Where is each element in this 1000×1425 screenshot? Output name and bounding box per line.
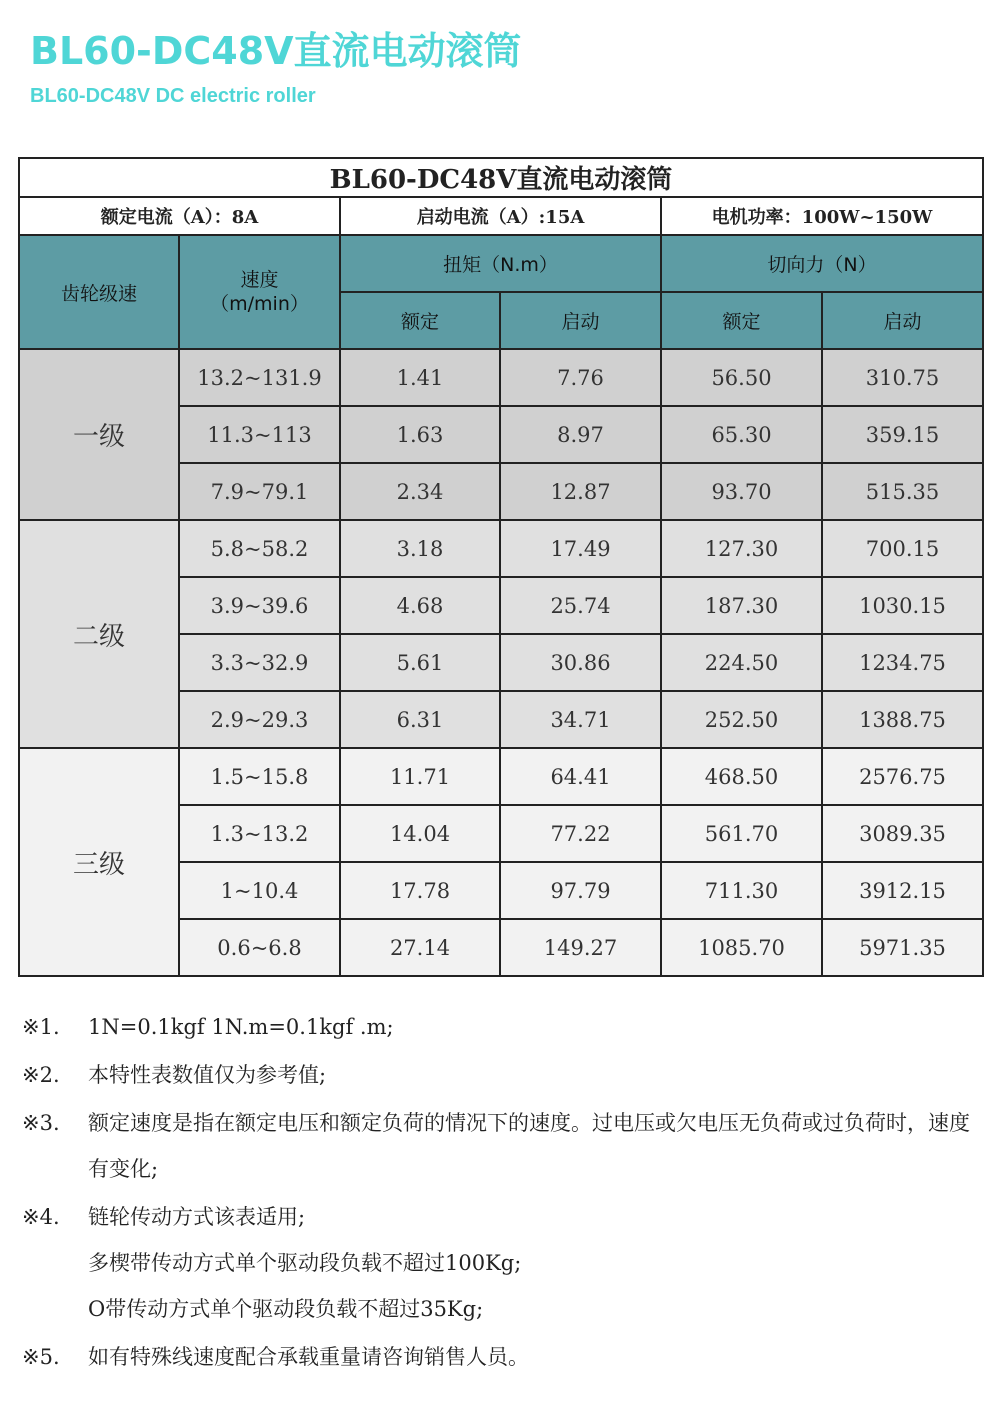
note-marker: ※1. <box>22 1015 60 1039</box>
torque-start-cell: 25.74 <box>500 577 661 634</box>
note-marker: ※4. <box>22 1205 60 1229</box>
header-force-rated: 额定 <box>661 292 822 349</box>
torque-start-cell: 7.76 <box>500 349 661 406</box>
note-text: 多楔带传动方式单个驱动段负载不超过100Kg; <box>88 1251 522 1275</box>
force-rated-cell: 224.50 <box>661 634 822 691</box>
start-current: 启动电流（A）:15A <box>340 197 661 235</box>
table-row <box>19 349 983 406</box>
torque-start-cell: 8.97 <box>500 406 661 463</box>
torque-rated-cell: 3.18 <box>340 520 500 577</box>
header-torque-rated: 额定 <box>340 292 500 349</box>
torque-rated-cell: 27.14 <box>340 919 500 976</box>
note-text: 如有特殊线速度配合承载重量请咨询销售人员。 <box>88 1345 529 1369</box>
torque-start-cell: 30.86 <box>500 634 661 691</box>
gear-level-cell: 一级 <box>19 349 179 520</box>
torque-start-cell: 17.49 <box>500 520 661 577</box>
header-torque: 扭矩（N.m） <box>340 235 661 292</box>
header-gear: 齿轮级速 <box>19 235 179 349</box>
force-start-cell: 5971.35 <box>822 919 983 976</box>
note-marker: ※3. <box>22 1111 60 1135</box>
force-start-cell: 1030.15 <box>822 577 983 634</box>
torque-rated-cell: 17.78 <box>340 862 500 919</box>
force-rated-cell: 187.30 <box>661 577 822 634</box>
torque-rated-cell: 5.61 <box>340 634 500 691</box>
force-rated-cell: 127.30 <box>661 520 822 577</box>
speed-cell: 1.5~15.8 <box>179 748 340 805</box>
page-subtitle: BL60-DC48V DC electric roller <box>30 85 316 107</box>
force-start-cell: 1388.75 <box>822 691 983 748</box>
speed-cell: 11.3~113 <box>179 406 340 463</box>
speed-cell: 1~10.4 <box>179 862 340 919</box>
torque-start-cell: 77.22 <box>500 805 661 862</box>
force-rated-cell: 1085.70 <box>661 919 822 976</box>
torque-rated-cell: 6.31 <box>340 691 500 748</box>
speed-cell: 3.3~32.9 <box>179 634 340 691</box>
torque-rated-cell: 1.63 <box>340 406 500 463</box>
table-row <box>19 748 983 805</box>
torque-rated-cell: 2.34 <box>340 463 500 520</box>
table-title: BL60-DC48V直流电动滚筒 <box>19 158 983 197</box>
force-start-cell: 1234.75 <box>822 634 983 691</box>
header-torque-start: 启动 <box>500 292 661 349</box>
force-rated-cell: 561.70 <box>661 805 822 862</box>
speed-cell: 7.9~79.1 <box>179 463 340 520</box>
torque-start-cell: 97.79 <box>500 862 661 919</box>
torque-start-cell: 64.41 <box>500 748 661 805</box>
rated-current: 额定电流（A）：8A <box>19 197 340 235</box>
note-text: 本特性表数值仅为参考值; <box>88 1063 327 1087</box>
force-rated-cell: 56.50 <box>661 349 822 406</box>
force-start-cell: 515.35 <box>822 463 983 520</box>
torque-rated-cell: 4.68 <box>340 577 500 634</box>
force-start-cell: 2576.75 <box>822 748 983 805</box>
force-start-cell: 3089.35 <box>822 805 983 862</box>
speed-cell: 5.8~58.2 <box>179 520 340 577</box>
header-force: 切向力（N） <box>661 235 983 292</box>
header-force-start: 启动 <box>822 292 983 349</box>
speed-cell: 13.2~131.9 <box>179 349 340 406</box>
force-rated-cell: 711.30 <box>661 862 822 919</box>
speed-cell: 3.9~39.6 <box>179 577 340 634</box>
speed-cell: 1.3~13.2 <box>179 805 340 862</box>
force-start-cell: 3912.15 <box>822 862 983 919</box>
force-start-cell: 359.15 <box>822 406 983 463</box>
table-row <box>19 520 983 577</box>
spec-table <box>18 157 984 977</box>
header-speed: 速度 （m/min） <box>179 235 340 349</box>
force-rated-cell: 65.30 <box>661 406 822 463</box>
note-marker: ※2. <box>22 1063 60 1087</box>
torque-rated-cell: 11.71 <box>340 748 500 805</box>
note-text: 1N=0.1kgf 1N.m=0.1kgf .m; <box>88 1015 394 1039</box>
note-text: O带传动方式单个驱动段负载不超过35Kg; <box>88 1297 484 1321</box>
motor-power: 电机功率：100W~150W <box>661 197 983 235</box>
note-text: 额定速度是指在额定电压和额定负荷的情况下的速度。过电压或欠电压无负荷或过负荷时，速度有变化; <box>88 1111 970 1181</box>
speed-cell: 2.9~29.3 <box>179 691 340 748</box>
torque-start-cell: 12.87 <box>500 463 661 520</box>
page-title: BL60-DC48V直流电动滚筒 <box>30 29 522 73</box>
force-rated-cell: 93.70 <box>661 463 822 520</box>
torque-rated-cell: 14.04 <box>340 805 500 862</box>
torque-rated-cell: 1.41 <box>340 349 500 406</box>
force-rated-cell: 468.50 <box>661 748 822 805</box>
speed-cell: 0.6~6.8 <box>179 919 340 976</box>
note-marker: ※5. <box>22 1345 60 1369</box>
gear-level-cell: 二级 <box>19 520 179 748</box>
torque-start-cell: 34.71 <box>500 691 661 748</box>
force-start-cell: 310.75 <box>822 349 983 406</box>
note-text: 链轮传动方式该表适用; <box>88 1205 306 1229</box>
force-rated-cell: 252.50 <box>661 691 822 748</box>
torque-start-cell: 149.27 <box>500 919 661 976</box>
gear-level-cell: 三级 <box>19 748 179 976</box>
force-start-cell: 700.15 <box>822 520 983 577</box>
